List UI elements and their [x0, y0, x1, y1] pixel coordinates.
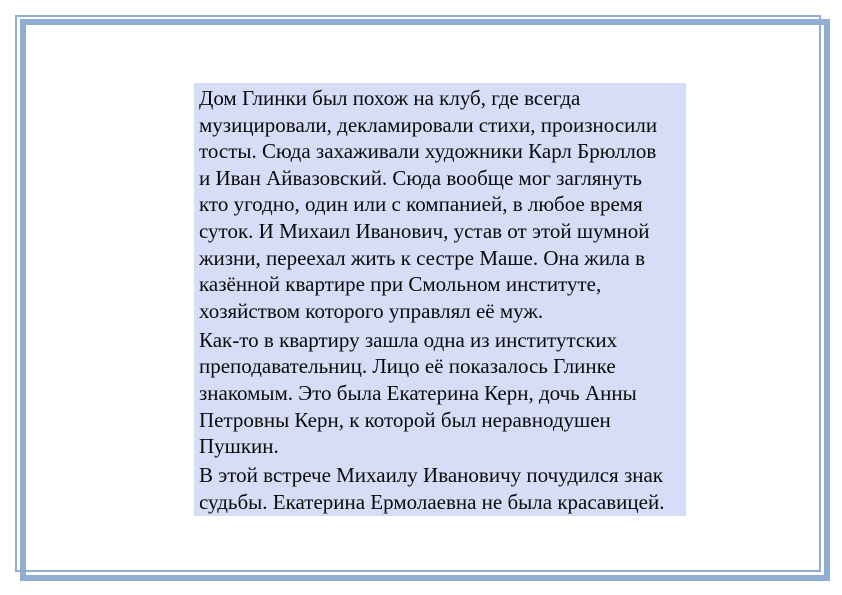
text-line: суток. И Михаил Иванович, устав от этой шумной [199, 218, 650, 243]
text-line: судьбы. Екатерина Ермолаевна не была красавицей. [199, 489, 665, 514]
text-line: казённой квартире при Смольном институте, [199, 272, 602, 297]
text-line: В этой встрече Михаилу Ивановичу почудился знак [199, 463, 664, 488]
text-line: Петровны Керн, к которой был неравнодушен [199, 407, 611, 432]
text-line: Пушкин. [199, 434, 279, 459]
text-line: хозяйством которого управлял её муж. [199, 298, 544, 323]
text-line: музицировали, декламировали стихи, произносили [199, 112, 658, 137]
paragraph [199, 85, 684, 324]
text-line: Дом Глинки был похож на клуб, где всегда [199, 86, 581, 110]
text-line: Как-то в квартиру зашла одна из институтских [199, 327, 618, 352]
text-line: знакомым. Это была Екатерина Керн, дочь Анны [199, 380, 637, 405]
slide-textbox [194, 83, 686, 516]
paragraph [199, 462, 684, 515]
paragraph [199, 327, 684, 460]
text-line: тосты. Сюда захаживали художники Карл Брюллов [199, 139, 657, 164]
text-line: жизни, переехал жить к сестре Маше. Она жила в [199, 245, 646, 270]
text-line: кто угодно, один или с компанией, в любое время [199, 192, 643, 217]
text-line: и Иван Айвазовский. Сюда вообще мог заглянуть [199, 165, 642, 190]
text-line: преподавательниц. Лицо её показалось Глинке [199, 354, 616, 379]
